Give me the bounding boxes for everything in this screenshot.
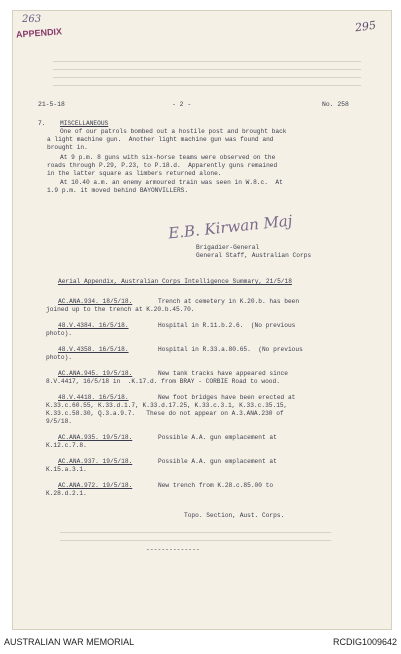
entry-text: 9/5/18. xyxy=(46,418,72,425)
bleed-through-line xyxy=(60,540,331,541)
entry-ref: AC.ANA.934. 18/5/18. xyxy=(58,298,133,305)
entry-text: K.12.c.7.8. xyxy=(46,442,87,449)
bleed-through-line xyxy=(53,85,361,86)
entry-text: K.28.d.2.1. xyxy=(46,490,87,497)
entry-ref: 48.V.4418. 16/5/18. xyxy=(58,394,129,401)
bleed-through-line xyxy=(53,77,361,78)
bleed-through-line xyxy=(60,532,331,533)
aerial-heading: Aerial Appendix, Australian Corps Intelligence Summary, 21/5/18 xyxy=(58,278,292,285)
entry-text: New foot bridges have been erected at xyxy=(158,394,296,401)
page-number-annotation: 295 xyxy=(354,18,377,35)
header-page: - 2 - xyxy=(172,101,192,108)
paragraph-line: At 10.40 a.m. an enemy armoured train was seen in W.8.c. At xyxy=(60,179,283,186)
entry-text: K.15.a.3.1. xyxy=(46,466,87,473)
entry-text: New trench from K.28.c.85.00 to xyxy=(158,482,274,489)
paragraph-line: brought in. xyxy=(47,144,88,151)
header-number: No. 258 xyxy=(322,101,349,108)
entry-ref: AC.ANA.972. 19/5/18. xyxy=(58,482,133,489)
entry-text: Trench at cemetery in K.20.b. has been xyxy=(158,298,300,305)
entry-ref: AC.ANA.935. 19/5/18. xyxy=(58,434,133,441)
entry-text: Hospital in R.11.b.2.6. (No previous xyxy=(158,322,296,329)
entry-text: Possible A.A. gun emplacement at xyxy=(158,458,277,465)
section-heading: MISCELLANEOUS xyxy=(60,120,109,127)
appendix-stamp: APPENDIX xyxy=(15,26,63,40)
entry-ref: 48.V.4358. 16/5/18. xyxy=(58,346,129,353)
entry-ref: 48.V.4384. 16/5/18. xyxy=(58,322,129,329)
entry-text: photo). xyxy=(46,330,72,337)
entry-text: New tank tracks have appeared since xyxy=(158,370,288,377)
closing-rule: -------------- xyxy=(146,546,200,553)
bleed-through-line xyxy=(53,61,361,62)
bleed-through-line xyxy=(53,69,361,70)
entry-text: K.33.c.58.30, Q.3.a.9.7. These do not appear on A.3.ANA.230 of xyxy=(46,410,284,417)
entry-ref: AC.ANA.945. 19/5/18. xyxy=(58,370,133,377)
entry-text: K.33.c.60.55, K.33.d.1.7, K.33.d.17.25, K.33.c.3.1, K.33.c.35.15, xyxy=(46,402,288,409)
header-date: 21-5-18 xyxy=(38,101,65,108)
handwritten-signature: E.B. Kirwan Maj xyxy=(167,211,294,243)
paragraph-line: At 9 p.m. 8 guns with six-horse teams were observed on the xyxy=(60,154,276,161)
closing-line: Topo. Section, Aust. Corps. xyxy=(184,512,285,519)
section-number: 7. xyxy=(38,120,46,127)
entry-text: photo). xyxy=(46,354,72,361)
paragraph-line: a light machine gun. Another light machine gun was found and xyxy=(47,136,274,143)
paragraph-line: One of our patrols bombed out a hostile post and brought back xyxy=(60,128,287,135)
entry-ref: AC.ANA.937. 19/5/18. xyxy=(58,458,133,465)
entry-text: Possible A.A. gun emplacement at xyxy=(158,434,277,441)
entry-text: 8.V.4417, 16/5/18 in .K.17.d. from BRAY - CORBIE Road to wood. xyxy=(46,378,280,385)
entry-text: Hospital in R.33.a.80.65. (No previous xyxy=(158,346,303,353)
ref-number-annotation: 263 xyxy=(22,14,42,25)
paragraph-line: 1.9 p.m. it moved behind BAYONVILLERS. xyxy=(47,187,189,194)
footer-institution: AUSTRALIAN WAR MEMORIAL xyxy=(4,637,135,647)
footer-record-id: RCDIG1009642 xyxy=(332,637,397,647)
signature-title: General Staff, Australian Corps xyxy=(196,252,312,259)
entry-text: joined up to the trench at K.20.b.45.70. xyxy=(46,306,195,313)
signature-rank: Brigadier-General xyxy=(196,244,260,251)
paragraph-line: roads through P.29, P.23, to P.18.d. Apparently guns remained xyxy=(47,162,278,169)
paragraph-line: in the latter square as limbers returned alone. xyxy=(47,170,222,177)
